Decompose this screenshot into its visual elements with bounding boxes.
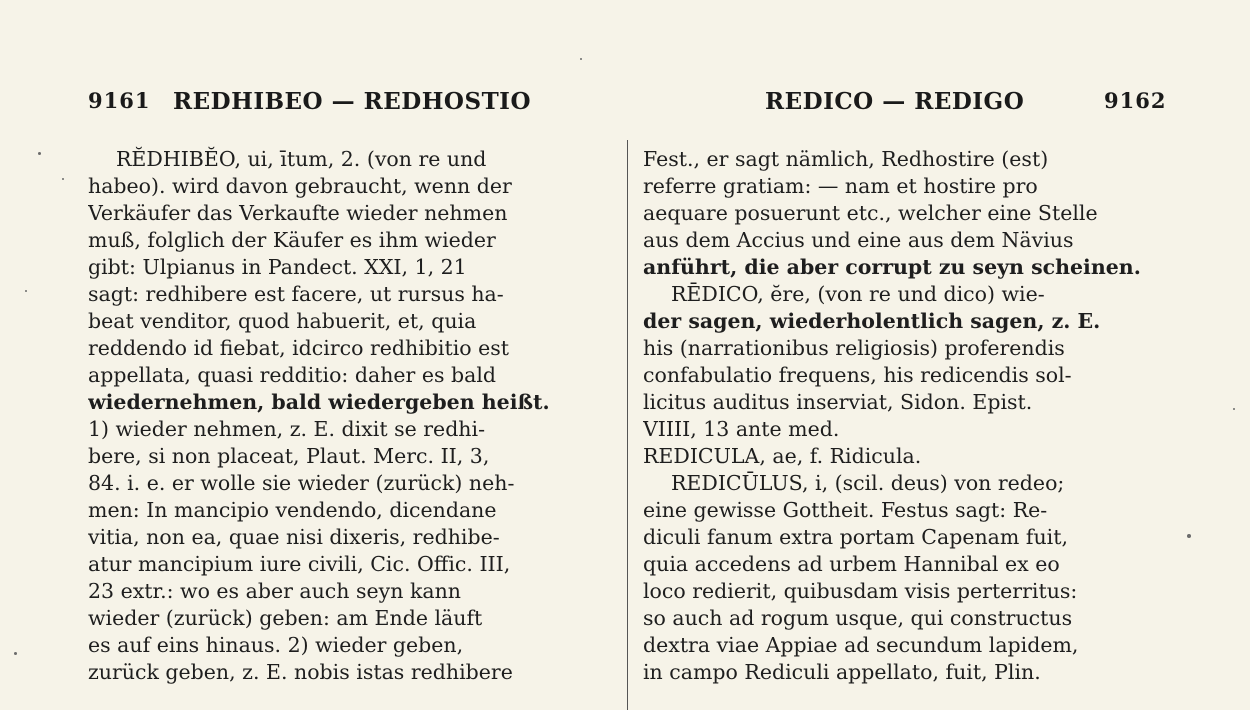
text-line: diculi fanum extra portam Capenam fuit,: [643, 525, 1068, 549]
text-line: gibt: Ulpianus in Pandect. XXI, 1, 21: [88, 255, 467, 279]
text-line: zurück geben, z. E. nobis istas redhibere: [88, 660, 513, 684]
right-running-head: REDICO — REDIGO: [765, 88, 1025, 115]
scan-speck: [25, 290, 27, 292]
text-line: bere, si non placeat, Plaut. Merc. II, 3,: [88, 444, 490, 468]
text-line: so auch ad rogum usque, qui constructus: [643, 606, 1073, 630]
text-line: vitia, non ea, quae nisi dixeris, redhibe-: [88, 525, 500, 549]
text-line: quia accedens ad urbem Hannibal ex eo: [643, 552, 1060, 576]
scan-speck: [580, 58, 582, 60]
text-line: aequare posuerunt etc., welcher eine Stelle: [643, 201, 1098, 225]
scan-speck: [1233, 408, 1235, 410]
text-line: his (narrationibus religiosis) proferendis: [643, 336, 1065, 360]
text-line: atur mancipium iure civili, Cic. Offic. III,: [88, 552, 511, 576]
text-line: habeo). wird davon gebraucht, wenn der: [88, 174, 512, 198]
text-line: der sagen, wiederholentlich sagen, z. E.: [643, 309, 1101, 333]
column-divider: [627, 140, 628, 710]
text-line: eine gewisse Gottheit. Festus sagt: Re-: [643, 498, 1048, 522]
scan-speck: [38, 152, 41, 155]
text-line: aus dem Accius und eine aus dem Nävius: [643, 228, 1074, 252]
text-line: RĒDICO, ĕre, (von re und dico) wie-: [671, 282, 1045, 306]
text-line: referre gratiam: — nam et hostire pro: [643, 174, 1038, 198]
text-line: 23 extr.: wo es aber auch seyn kann: [88, 579, 462, 603]
right-page-number: 9162: [1104, 88, 1167, 113]
text-line: sagt: redhibere est facere, ut rursus ha-: [88, 282, 504, 306]
text-line: Verkäufer das Verkaufte wieder nehmen: [88, 201, 508, 225]
left-page-number: 9161: [88, 88, 151, 113]
left-column: [88, 146, 608, 686]
text-line: es auf eins hinaus. 2) wieder geben,: [88, 633, 464, 657]
text-line: appellata, quasi redditio: daher es bald: [88, 363, 497, 387]
text-line: 1) wieder nehmen, z. E. dixit se redhi-: [88, 417, 485, 441]
text-line: beat venditor, quod habuerit, et, quia: [88, 309, 477, 333]
text-line: muß, folglich der Käufer es ihm wieder: [88, 228, 496, 252]
text-line: VIIII, 13 ante med.: [643, 417, 840, 441]
scan-speck: [14, 652, 17, 655]
text-line: in campo Rediculi appellato, fuit, Plin.: [643, 660, 1041, 684]
text-line: dextra viae Appiae ad secundum lapidem,: [643, 633, 1079, 657]
text-line: REDICŪLUS, i, (scil. deus) von redeo;: [671, 471, 1065, 495]
text-line: anführt, die aber corrupt zu seyn scheinen.: [643, 255, 1141, 279]
scan-speck: [1187, 534, 1191, 538]
right-column: [643, 146, 1168, 686]
text-line: 84. i. e. er wolle sie wieder (zurück) neh-: [88, 471, 515, 495]
text-line: REDICULA, ae, f. Ridicula.: [643, 444, 922, 468]
text-line: wieder (zurück) geben: am Ende läuft: [88, 606, 483, 630]
text-line: Fest., er sagt nämlich, Redhostire (est): [643, 147, 1049, 171]
left-running-head: REDHIBEO — REDHOSTIO: [173, 88, 531, 115]
text-line: reddendo id fiebat, idcirco redhibitio est: [88, 336, 510, 360]
text-line: loco redierit, quibusdam visis perterritus:: [643, 579, 1078, 603]
text-line: RĔDHIBĔO, ui, ītum, 2. (von re und: [116, 147, 487, 171]
text-line: confabulatio frequens, his redicendis sol-: [643, 363, 1072, 387]
scan-speck: [62, 178, 64, 180]
text-line: men: In mancipio vendendo, dicendane: [88, 498, 497, 522]
text-line: licitus auditus inserviat, Sidon. Epist.: [643, 390, 1033, 414]
text-line: wiedernehmen, bald wiedergeben heißt.: [88, 390, 550, 414]
